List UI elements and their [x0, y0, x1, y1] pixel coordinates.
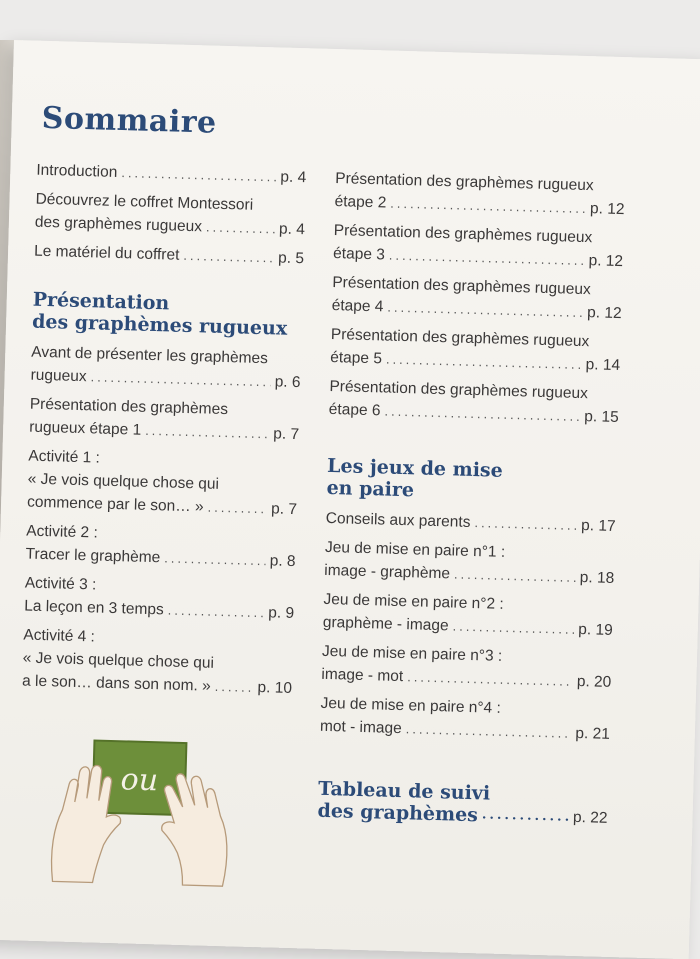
leader-dots [214, 675, 253, 699]
leader-dots [405, 717, 571, 745]
toc-entry-text: Avant de présenter les graphèmes [31, 343, 269, 368]
toc-entry-text: Conseils aux parents [325, 509, 471, 531]
toc-entry [331, 271, 622, 325]
leader-dots [389, 244, 585, 272]
toc-entry [330, 323, 621, 377]
toc-entry [334, 167, 625, 221]
toc-entry-text: Jeu de mise en paire n°1 : [324, 538, 506, 561]
toc-entry [320, 692, 611, 746]
toc-entry [34, 240, 305, 271]
toc-entry-line [34, 240, 305, 271]
toc-entry-text: Jeu de mise en paire n°2 : [323, 590, 504, 613]
leader-dots [452, 614, 574, 640]
toc-entry-text: rugueux étape 1 [28, 418, 142, 439]
toc-entry-text: étape 5 [330, 348, 383, 368]
book-page [0, 40, 700, 959]
toc-entry-text: Présentation des graphèmes rugueux [335, 170, 594, 195]
page-title: Sommaire [41, 100, 218, 141]
leader-dots [482, 804, 570, 828]
page-number: p. 14 [585, 356, 621, 375]
toc-entry [36, 159, 307, 190]
section-heading-line: Les jeux de mise [326, 454, 504, 482]
leader-dots [207, 496, 267, 521]
leader-dots [454, 562, 576, 588]
toc-entry-text: « Je vois quelque chose qui [22, 649, 215, 672]
page-number: p. 21 [575, 724, 611, 743]
right-hand-icon [160, 773, 229, 886]
leader-dots [167, 599, 264, 625]
leader-dots [474, 511, 577, 537]
leader-dots [183, 244, 274, 270]
toc-entry-text: étape 2 [334, 193, 387, 212]
toc-left-column [22, 159, 307, 706]
leader-dots [390, 192, 586, 220]
section-heading-jeux [326, 455, 617, 507]
section-heading-line: en paire [326, 476, 415, 502]
toc-entry-text: image - mot [321, 665, 404, 686]
leader-dots [384, 399, 580, 427]
toc-entry-text: commence par le son… » [26, 493, 204, 516]
page-number: p. 8 [269, 552, 296, 571]
toc-entry-text: Jeu de mise en paire n°4 : [320, 694, 502, 717]
toc-entry [333, 219, 624, 273]
toc-entry-text: « Je vois quelque chose qui [27, 470, 220, 493]
page-number: p. 12 [589, 200, 625, 219]
toc-entry [24, 572, 295, 626]
toc-intro-group [34, 159, 307, 270]
toc-entry-text: Découvrez le coffret Montessori [35, 190, 254, 214]
toc-entry-text: Introduction [36, 161, 118, 181]
toc-graphemes-group [22, 341, 302, 700]
leader-dots [407, 665, 573, 693]
leader-dots [90, 365, 271, 393]
toc-entry [323, 588, 614, 642]
toc-entry [30, 341, 301, 395]
section-heading-graphemes [32, 289, 303, 341]
toc-entry-text: Présentation des graphèmes rugueux [330, 325, 590, 351]
page-number: p. 9 [268, 604, 295, 623]
felt-card-letters: ou [120, 762, 159, 799]
page-number: p. 6 [274, 373, 301, 392]
page-number: p. 20 [576, 672, 612, 691]
leader-dots [206, 215, 276, 240]
toc-entry [22, 623, 294, 700]
toc-entry [29, 393, 300, 447]
toc-entry [325, 507, 616, 538]
final-heading-line: Tableau de suivi [317, 777, 491, 805]
toc-entry-text: étape 3 [332, 244, 386, 264]
leader-dots [387, 296, 583, 324]
leader-dots [145, 419, 270, 445]
page-number: p. 15 [583, 408, 619, 427]
page-number: p. 7 [273, 425, 300, 444]
toc-entry-text: image - graphème [324, 561, 451, 583]
toc-entry-text: Tracer le graphème [25, 545, 161, 567]
page-number: p. 17 [580, 517, 616, 535]
toc-entry-text: Présentation des graphèmes rugueux [332, 273, 591, 299]
toc-right-column [317, 167, 625, 830]
toc-entry-text: La leçon en 3 temps [23, 597, 164, 619]
page-number: p. 22 [572, 808, 608, 827]
toc-entry-text: Activité 2 : [26, 522, 99, 542]
toc-entry-line [325, 507, 616, 538]
page-number: p. 12 [588, 252, 624, 271]
toc-entry [27, 445, 299, 522]
toc-entry-text: graphème - image [322, 613, 449, 635]
leader-dots [164, 546, 266, 572]
toc-entry-text: Activité 4 : [23, 626, 96, 646]
page-number: p. 4 [278, 220, 306, 239]
toc-entry-text: étape 4 [331, 296, 384, 316]
toc-entry-tableau [317, 778, 608, 830]
page-number: p. 7 [270, 500, 298, 519]
final-heading-line: des graphèmes [317, 799, 479, 827]
toc-entry [321, 640, 612, 694]
toc-entry-text: rugueux [30, 366, 87, 386]
toc-entry-text: mot - image [319, 717, 403, 738]
toc-entry-text: Jeu de mise en paire n°3 : [321, 642, 503, 665]
toc-entry-text: étape 6 [328, 400, 381, 420]
toc-entry [328, 375, 619, 429]
toc-entry [25, 520, 296, 574]
page-number: p. 12 [586, 304, 622, 323]
leader-dots [121, 161, 277, 188]
toc-entry-text: des graphèmes rugueux [34, 213, 203, 236]
leader-dots [386, 348, 582, 376]
toc-entry-text: Activité 3 : [24, 574, 97, 594]
toc-steps-group [328, 167, 625, 429]
toc-entry-text: Présentation des graphèmes [29, 395, 229, 419]
page-number: p. 18 [579, 569, 615, 587]
section-heading-line: Présentation [32, 288, 170, 315]
toc-entry-text: Le matériel du coffret [33, 242, 180, 264]
toc-jeux-group [320, 507, 616, 746]
toc-entry-text: Présentation des graphèmes rugueux [333, 222, 593, 247]
page-number: p. 19 [578, 620, 613, 639]
page-number: p. 4 [280, 168, 307, 187]
toc-entry-text: Présentation des graphèmes rugueux [329, 377, 589, 403]
hands-felt-card-illustration [42, 731, 236, 896]
toc-entry-line [36, 159, 307, 190]
toc-entry [35, 188, 306, 242]
section-heading-line: des graphèmes rugueux [31, 310, 288, 340]
toc-entry-text: Activité 1 : [28, 447, 101, 467]
left-hand-icon [51, 764, 122, 883]
page-number: p. 10 [257, 679, 293, 698]
toc-entry-text: a le son… dans son nom. » [21, 672, 211, 695]
toc-entry [324, 536, 615, 590]
page-number: p. 5 [277, 249, 305, 268]
